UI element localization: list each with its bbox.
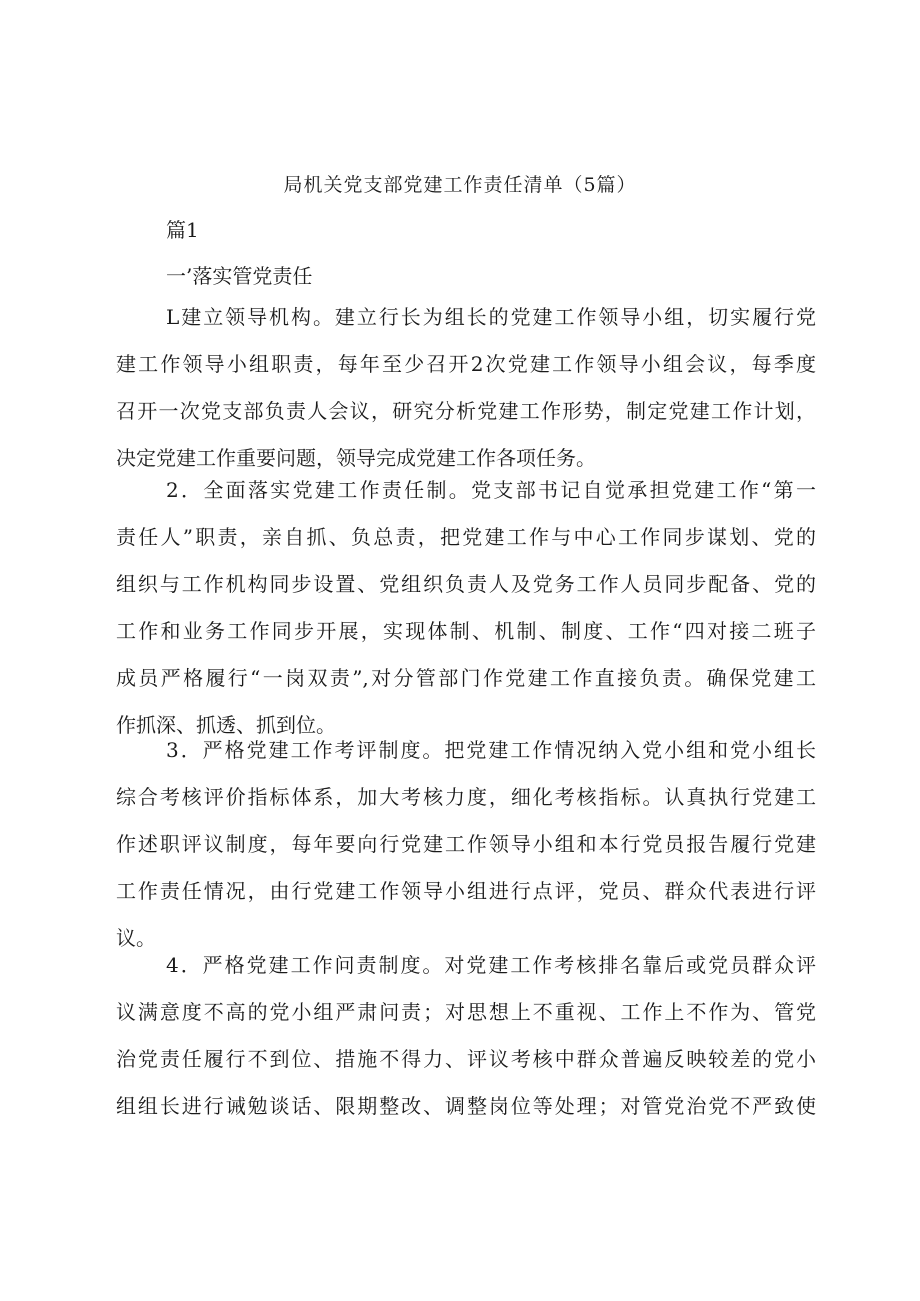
paragraph-1 [116, 294, 816, 482]
paragraph-line: 工作责任情况，由行党建工作领导小组进行点评，党员、群众代表进行评 [116, 879, 816, 903]
paragraph-line: 议满意度不高的党小组严肃问责；对思想上不重视、工作上不作为、管党 [116, 1000, 816, 1024]
paragraph-line: 综合考核评价指标体系，加大考核力度，细化考核指标。认真执行党建工 [116, 785, 816, 809]
paragraph-line: 治党责任履行不到位、措施不得力、评议考核中群众普遍反映较差的党小 [116, 1047, 816, 1071]
section-label: 篇1 [166, 218, 199, 242]
paragraph-2 [116, 467, 816, 749]
paragraph-line: 3．严格党建工作考评制度。把党建工作情况纳入党小组和党小组长 [166, 738, 816, 762]
paragraph-line: 工作和业务工作同步开展，实现体制、机制、制度、工作“四对接二班子 [116, 619, 816, 643]
paragraph-line: 成员严格履行“一岗双责”,对分管部门作党建工作直接负责。确保党建工 [116, 666, 816, 690]
paragraph-line: 2．全面落实党建工作责任制。党支部书记自觉承担党建工作“第一 [166, 478, 816, 502]
paragraph-line: 组织与工作机构同步设置、党组织负责人及党务工作人员同步配备、党的 [116, 572, 816, 596]
paragraph-line: 建工作领导小组职责，每年至少召开2次党建工作领导小组会议，每季度 [116, 352, 816, 376]
paragraph-line: 议。 [116, 926, 156, 950]
paragraph-line: 作述职评议制度，每年要向行党建工作领导小组和本行党员报告履行党建 [116, 832, 816, 856]
paragraph-3 [116, 727, 816, 962]
paragraph-line: 4．严格党建工作问责制度。对党建工作考核排名靠后或党员群众评 [166, 953, 816, 977]
paragraph-line: 召开一次党支部负责人会议，研究分析党建工作形势，制定党建工作计划， [116, 399, 816, 423]
document-title: 局机关党支部党建工作责任清单（5篇） [283, 174, 637, 196]
paragraph-line: L建立领导机构。建立行长为组长的党建工作领导小组，切实履行党 [166, 305, 816, 329]
paragraph-4 [116, 942, 816, 1130]
paragraph-line: 作抓深、抓透、抓到位。 [116, 713, 336, 737]
paragraph-line: 组组长进行诫勉谈话、限期整改、调整岗位等处理；对管党治党不严致使 [116, 1094, 816, 1118]
paragraph-line: 决定党建工作重要问题，领导完成党建工作各项任务。 [116, 446, 596, 470]
subheading: 一’落实管党责任 [166, 264, 313, 288]
paragraph-line: 责任人”职责，亲自抓、负总责，把党建工作与中心工作同步谋划、党的 [116, 525, 816, 549]
